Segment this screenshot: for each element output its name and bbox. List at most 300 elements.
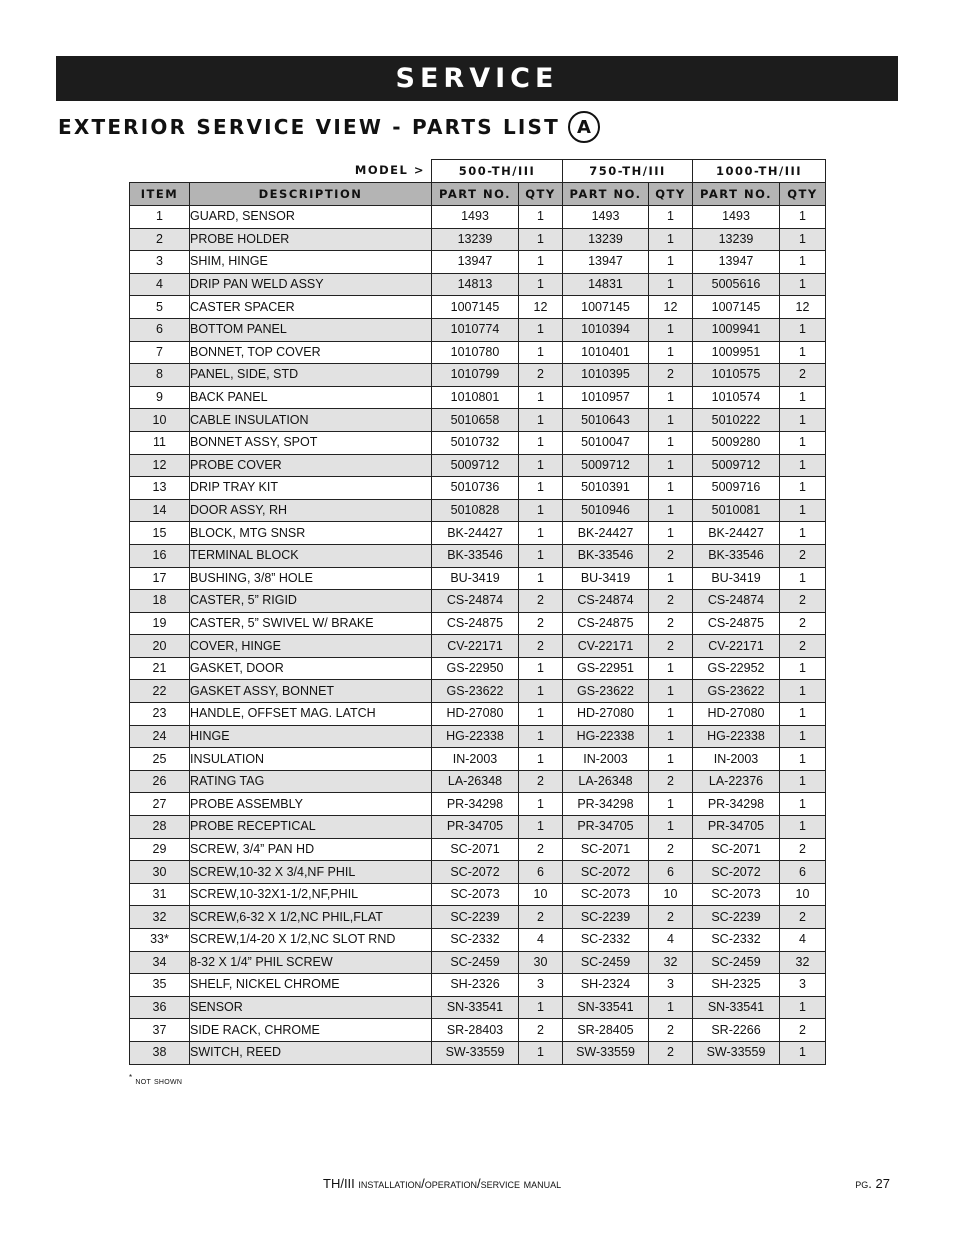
qty-750-cell: 1 [649, 680, 693, 703]
table-row [130, 929, 826, 952]
qty-750-cell: 2 [649, 612, 693, 635]
qty-1000-cell: 1 [780, 703, 826, 726]
model-1000: 1000-TH/III [693, 160, 826, 183]
part-no-750-cell: 1010957 [563, 386, 649, 409]
part-no-750-cell: SC-2073 [563, 883, 649, 906]
footer-manual: installation/operation/service manual [358, 1176, 562, 1191]
item-cell: 17 [130, 567, 190, 590]
table-row [130, 296, 826, 319]
page-number-value: 27 [875, 1176, 890, 1191]
item-cell: 26 [130, 770, 190, 793]
part-no-750-cell: CS-24874 [563, 590, 649, 613]
qty-1000-cell: 1 [780, 1041, 826, 1064]
item-cell: 32 [130, 906, 190, 929]
qty-1000-cell: 1 [780, 318, 826, 341]
part-no-1000-cell: SC-2072 [693, 861, 780, 884]
model-500: 500-TH/III [432, 160, 563, 183]
description-cell: CASTER, 5” SWIVEL W/ BRAKE [190, 612, 432, 635]
table-row [130, 477, 826, 500]
description-cell: GASKET, DOOR [190, 657, 432, 680]
qty-500-cell: 1 [519, 680, 563, 703]
qty-1000-cell: 1 [780, 996, 826, 1019]
qty-750-cell: 1 [649, 206, 693, 229]
part-no-1000-cell: SC-2239 [693, 906, 780, 929]
part-no-500-cell: SR-28403 [432, 1019, 519, 1042]
col-part-no-750: PART NO. [563, 183, 649, 206]
part-no-1000-cell: BK-24427 [693, 522, 780, 545]
qty-1000-cell: 1 [780, 793, 826, 816]
part-no-1000-cell: 5010222 [693, 409, 780, 432]
part-no-1000-cell: IN-2003 [693, 748, 780, 771]
qty-1000-cell: 1 [780, 725, 826, 748]
qty-750-cell: 12 [649, 296, 693, 319]
part-no-500-cell: GS-22950 [432, 657, 519, 680]
qty-500-cell: 1 [519, 318, 563, 341]
qty-500-cell: 1 [519, 454, 563, 477]
qty-500-cell: 1 [519, 228, 563, 251]
qty-750-cell: 6 [649, 861, 693, 884]
part-no-500-cell: SH-2326 [432, 974, 519, 997]
qty-750-cell: 3 [649, 974, 693, 997]
item-cell: 10 [130, 409, 190, 432]
item-cell: 2 [130, 228, 190, 251]
item-cell: 22 [130, 680, 190, 703]
qty-500-cell: 1 [519, 996, 563, 1019]
part-no-750-cell: 13239 [563, 228, 649, 251]
part-no-750-cell: 5009712 [563, 454, 649, 477]
table-row [130, 273, 826, 296]
description-cell: SCREW,1/4-20 X 1/2,NC SLOT RND [190, 929, 432, 952]
description-cell: PROBE ASSEMBLY [190, 793, 432, 816]
part-no-750-cell: 1010394 [563, 318, 649, 341]
footnote-mark: * [129, 1073, 133, 1082]
description-cell: SHIM, HINGE [190, 251, 432, 274]
item-cell: 6 [130, 318, 190, 341]
qty-500-cell: 1 [519, 431, 563, 454]
page-subtitle [58, 110, 600, 144]
part-no-750-cell: 14831 [563, 273, 649, 296]
page-prefix: pg. [855, 1176, 872, 1191]
qty-750-cell: 1 [649, 228, 693, 251]
part-no-1000-cell: PR-34298 [693, 793, 780, 816]
description-cell: DRIP TRAY KIT [190, 477, 432, 500]
qty-500-cell: 1 [519, 499, 563, 522]
part-no-750-cell: CV-22171 [563, 635, 649, 658]
description-cell: BUSHING, 3/8” HOLE [190, 567, 432, 590]
qty-500-cell: 1 [519, 477, 563, 500]
page-number [855, 1176, 890, 1191]
qty-1000-cell: 1 [780, 816, 826, 839]
part-no-1000-cell: 13239 [693, 228, 780, 251]
qty-500-cell: 1 [519, 273, 563, 296]
col-part-no-1000: PART NO. [693, 183, 780, 206]
part-no-750-cell: CS-24875 [563, 612, 649, 635]
qty-750-cell: 1 [649, 318, 693, 341]
part-no-1000-cell: 1010575 [693, 364, 780, 387]
item-cell: 3 [130, 251, 190, 274]
part-no-750-cell: LA-26348 [563, 770, 649, 793]
part-no-750-cell: SW-33559 [563, 1041, 649, 1064]
col-qty-1000: QTY [780, 183, 826, 206]
table-row [130, 386, 826, 409]
item-cell: 25 [130, 748, 190, 771]
table-row [130, 770, 826, 793]
part-no-1000-cell: GS-23622 [693, 680, 780, 703]
part-no-750-cell: HD-27080 [563, 703, 649, 726]
part-no-1000-cell: SW-33559 [693, 1041, 780, 1064]
footer-model: TH/III [323, 1176, 355, 1191]
part-no-1000-cell: 5005616 [693, 273, 780, 296]
item-cell: 13 [130, 477, 190, 500]
table-row [130, 364, 826, 387]
part-no-1000-cell: SC-2332 [693, 929, 780, 952]
part-no-750-cell: SR-28405 [563, 1019, 649, 1042]
part-no-500-cell: SC-2239 [432, 906, 519, 929]
item-cell: 9 [130, 386, 190, 409]
qty-500-cell: 2 [519, 906, 563, 929]
description-cell: PROBE RECEPTICAL [190, 816, 432, 839]
part-no-750-cell: SC-2071 [563, 838, 649, 861]
qty-500-cell: 1 [519, 1041, 563, 1064]
description-cell: DRIP PAN WELD ASSY [190, 273, 432, 296]
qty-500-cell: 10 [519, 883, 563, 906]
part-no-750-cell: SH-2324 [563, 974, 649, 997]
item-cell: 18 [130, 590, 190, 613]
item-cell: 31 [130, 883, 190, 906]
qty-750-cell: 1 [649, 522, 693, 545]
qty-1000-cell: 1 [780, 748, 826, 771]
table-row [130, 341, 826, 364]
footnote-text: not shown [135, 1076, 183, 1088]
part-no-1000-cell: SC-2071 [693, 838, 780, 861]
part-no-500-cell: IN-2003 [432, 748, 519, 771]
item-cell: 8 [130, 364, 190, 387]
col-item: ITEM [130, 183, 190, 206]
part-no-1000-cell: CS-24874 [693, 590, 780, 613]
qty-750-cell: 1 [649, 725, 693, 748]
qty-1000-cell: 1 [780, 273, 826, 296]
qty-1000-cell: 1 [780, 206, 826, 229]
item-cell: 19 [130, 612, 190, 635]
qty-1000-cell: 2 [780, 635, 826, 658]
view-badge: A [568, 111, 600, 143]
table-row [130, 793, 826, 816]
description-cell: HANDLE, OFFSET MAG. LATCH [190, 703, 432, 726]
qty-1000-cell: 1 [780, 454, 826, 477]
description-cell: SENSOR [190, 996, 432, 1019]
part-no-1000-cell: 1010574 [693, 386, 780, 409]
qty-750-cell: 1 [649, 251, 693, 274]
qty-1000-cell: 2 [780, 590, 826, 613]
qty-500-cell: 4 [519, 929, 563, 952]
description-cell: SCREW,10-32 X 3/4,NF PHIL [190, 861, 432, 884]
qty-750-cell: 2 [649, 544, 693, 567]
part-no-750-cell: BK-24427 [563, 522, 649, 545]
part-no-750-cell: SC-2072 [563, 861, 649, 884]
part-no-500-cell: 14813 [432, 273, 519, 296]
table-row [130, 906, 826, 929]
qty-500-cell: 2 [519, 612, 563, 635]
part-no-750-cell: HG-22338 [563, 725, 649, 748]
qty-750-cell: 1 [649, 341, 693, 364]
part-no-500-cell: BK-33546 [432, 544, 519, 567]
description-cell: SCREW,10-32X1-1/2,NF,PHIL [190, 883, 432, 906]
part-no-500-cell: LA-26348 [432, 770, 519, 793]
part-no-500-cell: HD-27080 [432, 703, 519, 726]
part-no-750-cell: PR-34298 [563, 793, 649, 816]
item-cell: 1 [130, 206, 190, 229]
table-row [130, 522, 826, 545]
qty-750-cell: 1 [649, 793, 693, 816]
item-cell: 24 [130, 725, 190, 748]
part-no-500-cell: SC-2071 [432, 838, 519, 861]
qty-750-cell: 1 [649, 499, 693, 522]
part-no-500-cell: 13239 [432, 228, 519, 251]
qty-500-cell: 1 [519, 251, 563, 274]
qty-750-cell: 1 [649, 273, 693, 296]
description-cell: RATING TAG [190, 770, 432, 793]
part-no-750-cell: 5010643 [563, 409, 649, 432]
part-no-500-cell: CS-24875 [432, 612, 519, 635]
table-row [130, 703, 826, 726]
qty-750-cell: 4 [649, 929, 693, 952]
table-row [130, 454, 826, 477]
part-no-1000-cell: SR-2266 [693, 1019, 780, 1042]
item-cell: 34 [130, 951, 190, 974]
part-no-1000-cell: CV-22171 [693, 635, 780, 658]
footnote [129, 1073, 182, 1087]
qty-750-cell: 1 [649, 703, 693, 726]
table-row [130, 816, 826, 839]
item-cell: 4 [130, 273, 190, 296]
col-qty-750: QTY [649, 183, 693, 206]
description-cell: TERMINAL BLOCK [190, 544, 432, 567]
item-cell: 29 [130, 838, 190, 861]
qty-1000-cell: 2 [780, 612, 826, 635]
qty-1000-cell: 1 [780, 431, 826, 454]
part-no-500-cell: SN-33541 [432, 996, 519, 1019]
part-no-750-cell: GS-23622 [563, 680, 649, 703]
parts-table-body [130, 206, 826, 1065]
model-750: 750-TH/III [563, 160, 693, 183]
item-cell: 36 [130, 996, 190, 1019]
table-row [130, 251, 826, 274]
description-cell: CASTER, 5” RIGID [190, 590, 432, 613]
table-row [130, 725, 826, 748]
part-no-1000-cell: SC-2073 [693, 883, 780, 906]
column-header-row [130, 183, 826, 206]
qty-750-cell: 1 [649, 431, 693, 454]
qty-1000-cell: 4 [780, 929, 826, 952]
qty-750-cell: 2 [649, 770, 693, 793]
qty-500-cell: 1 [519, 748, 563, 771]
description-cell: GASKET ASSY, BONNET [190, 680, 432, 703]
part-no-1000-cell: BU-3419 [693, 567, 780, 590]
description-cell: PROBE COVER [190, 454, 432, 477]
qty-500-cell: 1 [519, 725, 563, 748]
qty-1000-cell: 1 [780, 499, 826, 522]
qty-750-cell: 1 [649, 454, 693, 477]
table-row [130, 1041, 826, 1064]
qty-500-cell: 1 [519, 409, 563, 432]
part-no-750-cell: 5010391 [563, 477, 649, 500]
description-cell: BONNET ASSY, SPOT [190, 431, 432, 454]
qty-500-cell: 1 [519, 703, 563, 726]
qty-500-cell: 3 [519, 974, 563, 997]
table-row [130, 1019, 826, 1042]
item-cell: 12 [130, 454, 190, 477]
qty-1000-cell: 2 [780, 364, 826, 387]
item-cell: 20 [130, 635, 190, 658]
table-row [130, 590, 826, 613]
part-no-750-cell: SC-2239 [563, 906, 649, 929]
item-cell: 7 [130, 341, 190, 364]
qty-500-cell: 2 [519, 838, 563, 861]
parts-table [129, 159, 826, 1065]
description-cell: BACK PANEL [190, 386, 432, 409]
part-no-1000-cell: LA-22376 [693, 770, 780, 793]
qty-750-cell: 1 [649, 567, 693, 590]
table-row [130, 431, 826, 454]
col-qty-500: QTY [519, 183, 563, 206]
part-no-1000-cell: 1493 [693, 206, 780, 229]
item-cell: 28 [130, 816, 190, 839]
qty-750-cell: 2 [649, 1041, 693, 1064]
col-description: DESCRIPTION [190, 183, 432, 206]
part-no-1000-cell: BK-33546 [693, 544, 780, 567]
table-row [130, 544, 826, 567]
part-no-500-cell: SW-33559 [432, 1041, 519, 1064]
qty-500-cell: 2 [519, 770, 563, 793]
description-cell: BLOCK, MTG SNSR [190, 522, 432, 545]
table-row [130, 409, 826, 432]
part-no-1000-cell: SH-2325 [693, 974, 780, 997]
description-cell: SHELF, NICKEL CHROME [190, 974, 432, 997]
item-cell: 35 [130, 974, 190, 997]
table-row [130, 748, 826, 771]
table-row [130, 883, 826, 906]
qty-750-cell: 1 [649, 748, 693, 771]
item-cell: 16 [130, 544, 190, 567]
qty-750-cell: 2 [649, 635, 693, 658]
item-cell: 5 [130, 296, 190, 319]
table-row [130, 657, 826, 680]
part-no-500-cell: CS-24874 [432, 590, 519, 613]
qty-750-cell: 1 [649, 477, 693, 500]
part-no-750-cell: GS-22951 [563, 657, 649, 680]
part-no-750-cell: 13947 [563, 251, 649, 274]
item-cell: 15 [130, 522, 190, 545]
part-no-1000-cell: 5009280 [693, 431, 780, 454]
qty-750-cell: 1 [649, 657, 693, 680]
qty-1000-cell: 1 [780, 251, 826, 274]
part-no-750-cell: PR-34705 [563, 816, 649, 839]
table-row [130, 861, 826, 884]
part-no-1000-cell: SN-33541 [693, 996, 780, 1019]
qty-500-cell: 1 [519, 206, 563, 229]
description-cell: DOOR ASSY, RH [190, 499, 432, 522]
description-cell: INSULATION [190, 748, 432, 771]
qty-1000-cell: 1 [780, 228, 826, 251]
model-row [130, 160, 826, 183]
qty-750-cell: 2 [649, 364, 693, 387]
qty-500-cell: 6 [519, 861, 563, 884]
item-cell: 30 [130, 861, 190, 884]
col-part-no-500: PART NO. [432, 183, 519, 206]
part-no-750-cell: 1007145 [563, 296, 649, 319]
qty-1000-cell: 1 [780, 386, 826, 409]
qty-750-cell: 32 [649, 951, 693, 974]
qty-500-cell: 1 [519, 544, 563, 567]
table-row [130, 612, 826, 635]
item-cell: 38 [130, 1041, 190, 1064]
table-row [130, 228, 826, 251]
qty-500-cell: 12 [519, 296, 563, 319]
section-banner [56, 56, 898, 101]
description-cell: PROBE HOLDER [190, 228, 432, 251]
part-no-500-cell: SC-2459 [432, 951, 519, 974]
qty-750-cell: 2 [649, 590, 693, 613]
part-no-500-cell: 1007145 [432, 296, 519, 319]
description-cell: CASTER SPACER [190, 296, 432, 319]
table-row [130, 567, 826, 590]
subtitle-text: EXTERIOR SERVICE VIEW - PARTS LIST [58, 115, 560, 139]
table-row [130, 635, 826, 658]
item-cell: 33* [130, 929, 190, 952]
description-cell: HINGE [190, 725, 432, 748]
qty-1000-cell: 10 [780, 883, 826, 906]
item-cell: 23 [130, 703, 190, 726]
description-cell: BOTTOM PANEL [190, 318, 432, 341]
qty-1000-cell: 1 [780, 770, 826, 793]
qty-1000-cell: 1 [780, 409, 826, 432]
qty-1000-cell: 3 [780, 974, 826, 997]
description-cell: CABLE INSULATION [190, 409, 432, 432]
qty-1000-cell: 32 [780, 951, 826, 974]
part-no-500-cell: 13947 [432, 251, 519, 274]
qty-750-cell: 1 [649, 996, 693, 1019]
part-no-500-cell: PR-34298 [432, 793, 519, 816]
part-no-500-cell: HG-22338 [432, 725, 519, 748]
part-no-500-cell: 5010658 [432, 409, 519, 432]
part-no-1000-cell: 13947 [693, 251, 780, 274]
footer-title [323, 1176, 561, 1191]
part-no-500-cell: PR-34705 [432, 816, 519, 839]
part-no-750-cell: 1493 [563, 206, 649, 229]
part-no-1000-cell: 5009716 [693, 477, 780, 500]
qty-750-cell: 2 [649, 1019, 693, 1042]
part-no-500-cell: CV-22171 [432, 635, 519, 658]
part-no-500-cell: 5010828 [432, 499, 519, 522]
part-no-750-cell: 5010946 [563, 499, 649, 522]
part-no-750-cell: SN-33541 [563, 996, 649, 1019]
item-cell: 11 [130, 431, 190, 454]
qty-500-cell: 1 [519, 657, 563, 680]
qty-750-cell: 1 [649, 816, 693, 839]
part-no-750-cell: 1010395 [563, 364, 649, 387]
part-no-1000-cell: 5010081 [693, 499, 780, 522]
qty-500-cell: 2 [519, 635, 563, 658]
description-cell: 8-32 X 1/4” PHIL SCREW [190, 951, 432, 974]
qty-500-cell: 1 [519, 522, 563, 545]
part-no-1000-cell: SC-2459 [693, 951, 780, 974]
description-cell: SCREW,6-32 X 1/2,NC PHIL,FLAT [190, 906, 432, 929]
qty-1000-cell: 1 [780, 680, 826, 703]
qty-500-cell: 2 [519, 590, 563, 613]
part-no-500-cell: BK-24427 [432, 522, 519, 545]
part-no-1000-cell: PR-34705 [693, 816, 780, 839]
part-no-1000-cell: 5009712 [693, 454, 780, 477]
